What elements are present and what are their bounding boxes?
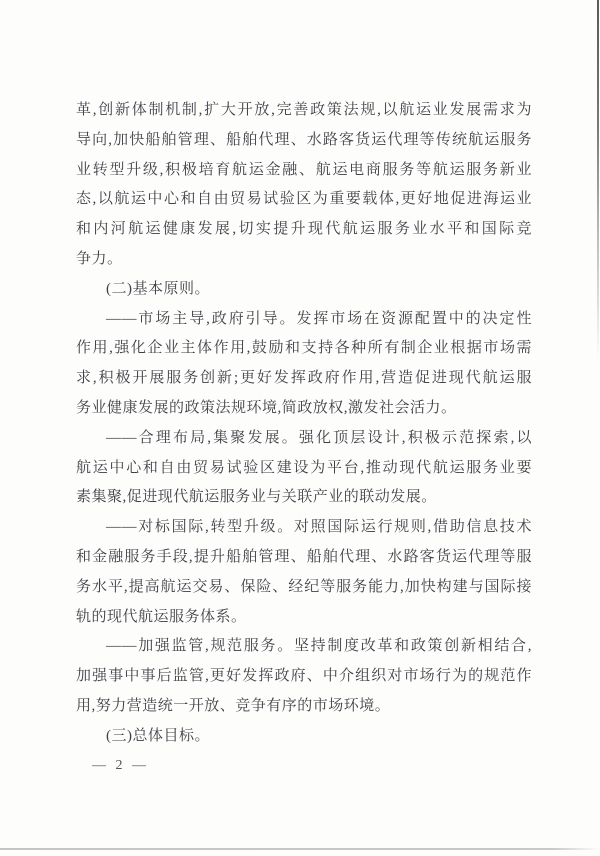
text-line: 求,积极开展服务创新;更好发挥政府作用,营造促进现代航运服	[76, 370, 532, 387]
text-line: 革,创新体制机制,扩大开放,完善政策法规,以航运业发展需求为	[76, 102, 532, 118]
text-line: 导向,加快船舶管理、船舶代理、水路客货运代理等传统航运服务	[76, 131, 532, 148]
text-line: 和金融服务手段,提升船舶管理、船舶代理、水路客货运代理等服	[76, 548, 532, 565]
scan-edge-bottom	[0, 848, 600, 850]
scan-edge-right	[597, 0, 599, 360]
text-line: ——合理布局,集聚发展。强化顶层设计,积极示范探索,以	[106, 429, 532, 446]
document-text-block	[76, 96, 532, 752]
text-line: 和内河航运健康发展,切实提升现代航运服务业水平和国际竞	[76, 221, 532, 238]
text-line: ——市场主导,政府引导。发挥市场在资源配置中的决定性	[106, 310, 532, 327]
section-heading: (二)基本原则。	[106, 280, 210, 297]
text-line: 素集聚,促进现代航运服务业与关联产业的联动发展。	[76, 489, 437, 506]
text-line: 务业健康发展的政策法规环境,简政放权,激发社会活力。	[76, 399, 457, 416]
section-heading: (三)总体目标。	[106, 727, 210, 744]
page-number: — 2 —	[92, 758, 149, 773]
text-line: 航运中心和自由贸易试验区建设为平台,推动现代航运服务业要	[76, 459, 532, 476]
text-line: 轨的现代航运服务体系。	[76, 608, 247, 625]
text-line: 务水平,提高航运交易、保险、经纪等服务能力,加快构建与国际接	[76, 578, 532, 595]
text-line: 用,努力营造统一开放、竞争有序的市场环境。	[76, 697, 391, 714]
text-line: 态,以航运中心和自由贸易试验区为重要载体,更好地促进海运业	[76, 191, 532, 208]
text-line: 加强事中事后监管,更好发挥政府、中介组织对市场行为的规范作	[76, 668, 532, 685]
text-line: ——加强监管,规范服务。坚持制度改革和政策创新相结合,	[106, 638, 532, 655]
text-line: 业转型升级,积极培育航运金融、航运电商服务等航运服务新业	[76, 161, 532, 178]
text-line: ——对标国际,转型升级。对照国际运行规则,借助信息技术	[106, 519, 532, 536]
text-line: 作用,强化企业主体作用,鼓励和支持各种所有制企业根据市场需	[76, 340, 532, 357]
text-line: 争力。	[76, 250, 123, 267]
